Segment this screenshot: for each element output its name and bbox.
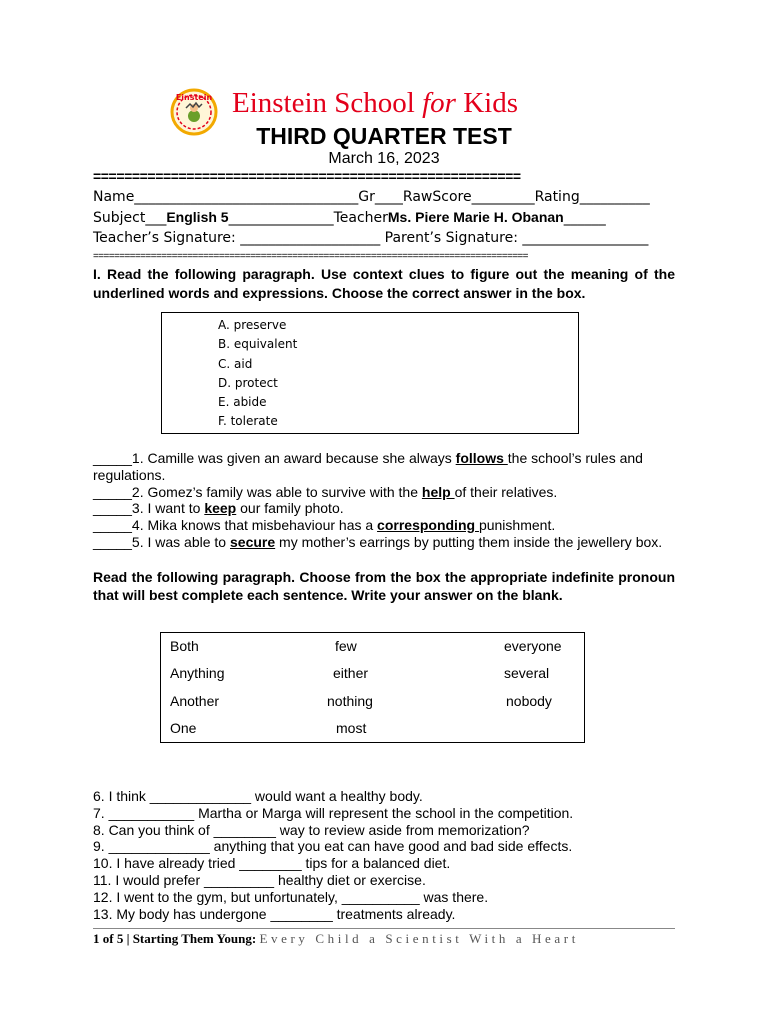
pronoun-item: Anything — [170, 665, 225, 681]
choice-item: D. protect — [218, 375, 278, 390]
pronoun-item: several — [504, 665, 550, 681]
footer-divider — [93, 928, 675, 929]
underlined-word: secure — [230, 533, 276, 550]
question-item[interactable]: _____3. I want to keep our family photo. — [93, 500, 344, 517]
pronoun-item: Both — [170, 638, 199, 654]
question-list-1 — [93, 450, 678, 551]
underlined-word: follows — [455, 450, 508, 466]
question-item[interactable]: _____5. I was able to secure my mother’s earrings by putting them inside the jewellery box. — [93, 533, 663, 550]
question-item[interactable]: 7. ___________ Martha or Marga will represent the school in the competition. — [93, 804, 574, 821]
pronoun-item: nothing — [327, 693, 373, 709]
pronoun-item: few — [335, 638, 357, 654]
choice-item: B. equivalent — [218, 337, 298, 352]
choices-box — [161, 312, 579, 434]
question-item[interactable]: 8. Can you think of ________ way to review aside from memorization? — [93, 821, 530, 838]
signature-row[interactable]: Teacher’s Signature: ____________________ Parent’s Signature: __________________ — [93, 230, 649, 246]
part1-instructions: I. Read the following paragraph. Use context clues to figure out the meaning of the underlined words and expressions. Choose the correct answer in the box. — [93, 266, 675, 301]
footer-motto: Every Child a Scientist With a Heart — [259, 931, 579, 946]
question-item[interactable]: _____4. Mika knows that misbehaviour has a corresponding punishment. — [93, 517, 556, 534]
question-item[interactable]: _____2. Gomez’s family was able to survive with the help of their relatives. — [93, 483, 558, 500]
choice-item: F. tolerate — [218, 414, 278, 429]
underlined-word: help — [421, 483, 455, 500]
choice-item: C. aid — [218, 356, 253, 371]
school-name: Einstein School for Kids — [232, 87, 518, 119]
question-item[interactable]: 11. I would prefer _________ healthy diet or exercise. — [93, 871, 426, 888]
underlined-word: keep — [204, 500, 237, 517]
teacher-value: Ms. Piere Marie H. Obanan — [387, 209, 564, 225]
subject-teacher-row[interactable]: Subject___English 5_______________TeacherMs. Piere Marie H. Obanan______ — [93, 209, 606, 226]
part2-instructions: Read the following paragraph. Choose from the box the appropriate indefinite pronoun that will best complete each sentence. Write your answer on the blank. — [93, 569, 675, 603]
question-item[interactable]: 10. I have already tried ________ tips for a balanced diet. — [93, 855, 451, 872]
test-date: March 16, 2023 — [328, 150, 440, 167]
page-title: THIRD QUARTER TEST — [256, 123, 512, 149]
pronoun-item: either — [333, 665, 369, 681]
underlined-word: corresponding — [377, 517, 479, 534]
page-number: 1 of 5 | Starting Them Young: — [93, 931, 257, 946]
choice-item: E. abide — [218, 395, 267, 410]
separator-line-2: =================================================================================== — [93, 251, 528, 262]
name-row[interactable]: Name________________________________Gr____RawScore_________Rating__________ — [93, 189, 650, 205]
subject-value: English 5 — [166, 209, 229, 225]
pronoun-item: Another — [170, 693, 220, 709]
question-list-2 — [93, 788, 678, 922]
choice-item: A. preserve — [218, 318, 287, 332]
page-footer — [93, 931, 579, 947]
pronoun-item: One — [170, 720, 197, 736]
pronoun-box — [160, 632, 585, 743]
pronoun-item: everyone — [504, 638, 562, 654]
question-item[interactable]: _____1. Camille was given an award because she always follows the school’s rules and regulations. — [93, 450, 643, 483]
question-item[interactable]: 9. _____________ anything that you eat can have good and bad side effects. — [93, 838, 573, 855]
pronoun-item: most — [336, 720, 367, 736]
pronoun-item: nobody — [506, 693, 552, 709]
question-item[interactable]: 13. My body has undergone ________ treatments already. — [93, 905, 456, 922]
svg-text:Einstein: Einstein — [175, 93, 213, 102]
question-item[interactable]: 12. I went to the gym, but unfortunately, __________ was there. — [93, 888, 489, 905]
separator-line: ======================================================= — [93, 168, 521, 184]
question-item[interactable]: 6. I think _____________ would want a healthy body. — [93, 788, 423, 804]
